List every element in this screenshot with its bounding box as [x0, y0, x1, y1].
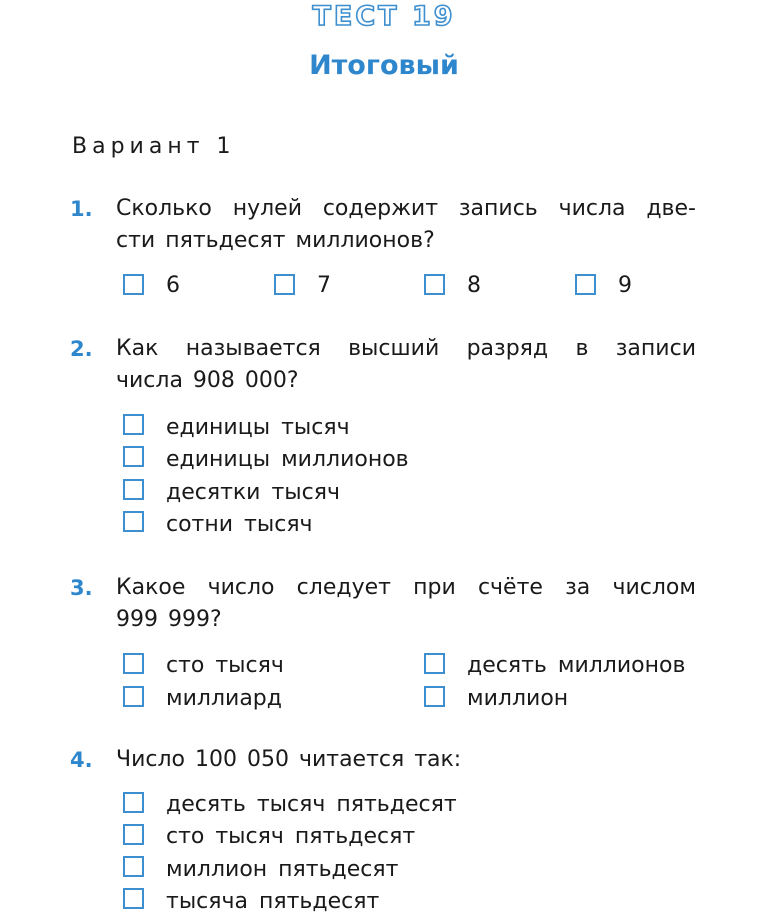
checkbox[interactable] — [575, 274, 596, 295]
option-label: сто тысяч пятьдесят — [166, 824, 416, 849]
question-text — [116, 193, 696, 257]
question-line: Как называется высший разряд в записи — [116, 336, 696, 361]
question-line: числа 908 000? — [116, 368, 299, 393]
option-label: десять тысяч пятьдесят — [166, 792, 457, 817]
test-number-heading: ТЕСТ 19 — [312, 1, 456, 32]
question-4 — [70, 744, 696, 776]
question-number: 4. — [70, 748, 93, 772]
option-label: 6 — [166, 273, 180, 298]
checkbox[interactable] — [123, 792, 144, 813]
question-1 — [70, 193, 696, 257]
option-label: сто тысяч — [166, 653, 284, 678]
checkbox[interactable] — [424, 274, 445, 295]
question-2 — [70, 333, 696, 397]
checkbox[interactable] — [123, 856, 144, 877]
question-text — [116, 744, 696, 776]
option-label: десять миллионов — [467, 653, 686, 678]
question-number: 3. — [70, 576, 93, 600]
checkbox[interactable] — [274, 274, 295, 295]
checkbox[interactable] — [123, 446, 144, 467]
option-label: единицы тысяч — [166, 415, 350, 440]
checkbox[interactable] — [123, 414, 144, 435]
checkbox[interactable] — [123, 274, 144, 295]
option-label: сотни тысяч — [166, 512, 313, 537]
option-label: миллион пятьдесят — [166, 857, 399, 882]
question-text — [116, 333, 696, 397]
option-label: 7 — [317, 273, 331, 298]
question-line: сти пятьдесят миллионов? — [116, 228, 435, 253]
question-3 — [70, 572, 696, 636]
test-title: Итоговый — [309, 50, 459, 81]
checkbox[interactable] — [123, 653, 144, 674]
question-number: 2. — [70, 337, 93, 361]
question-line: 999 999? — [116, 607, 222, 632]
option-label: десятки тысяч — [166, 480, 340, 505]
checkbox[interactable] — [424, 686, 445, 707]
checkbox[interactable] — [123, 824, 144, 845]
checkbox[interactable] — [123, 511, 144, 532]
option-label: 9 — [618, 273, 632, 298]
checkbox[interactable] — [123, 686, 144, 707]
checkbox[interactable] — [123, 479, 144, 500]
option-label: 8 — [467, 273, 481, 298]
option-label: единицы миллионов — [166, 447, 409, 472]
question-line: Число 100 050 читается так: — [116, 747, 462, 772]
option-label: миллиард — [166, 686, 282, 711]
checkbox[interactable] — [123, 888, 144, 909]
option-label: миллион — [467, 686, 569, 711]
question-line: Сколько нулей содержит запись числа две- — [116, 196, 696, 221]
question-text — [116, 572, 696, 636]
variant-label: Вариант 1 — [72, 134, 236, 159]
option-label: тысяча пятьдесят — [166, 889, 380, 914]
question-number: 1. — [70, 197, 93, 221]
checkbox[interactable] — [424, 653, 445, 674]
question-line: Какое число следует при счёте за числом — [116, 575, 696, 600]
